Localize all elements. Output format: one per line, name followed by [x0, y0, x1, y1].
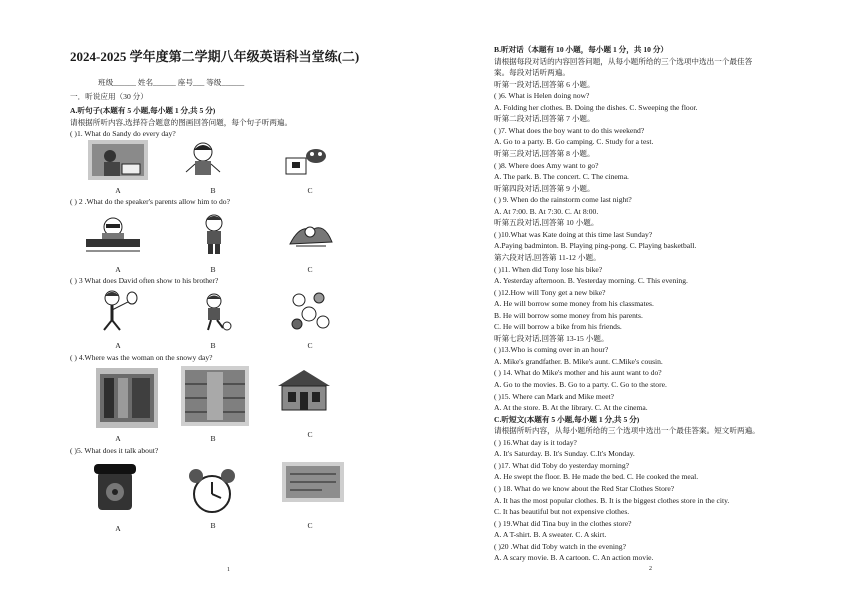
answer-options-line: A. Go to the movies. B. Go to a party. C. Go to the store. — [494, 380, 667, 389]
q1-option-a: A — [115, 186, 121, 195]
q2-option-b: B — [210, 265, 216, 274]
answer-options-line: B. He will borrow some money from his parents. — [494, 310, 643, 320]
instruction-line: 第六段对话,回答第 11-12 小题。 — [494, 252, 601, 262]
q4-option-b: B — [210, 434, 216, 443]
q5-option-c: C — [307, 521, 313, 530]
question-line: ( )6. What is Helen doing now? — [494, 91, 590, 101]
question-4: ( ) 4.Where was the woman on the snowy day? — [70, 353, 213, 362]
q3-option-a: A — [115, 341, 121, 350]
cinema-building-image — [276, 368, 332, 414]
answer-options-line: C. It has beautiful but not expensive clothes. — [494, 507, 630, 516]
question-line: ( )12.How will Tony get a new bike? — [494, 287, 606, 297]
question-line: ( )20 .What did Toby watch in the evening? — [494, 541, 626, 551]
question-line: ( ) 19.What did Tina buy in the clothes store? — [494, 518, 632, 528]
instruction-line: 听第五段对话,回答第 10 小题。 — [494, 218, 599, 228]
instruction-line: 听第四段对话,回答第 9 小题。 — [494, 183, 595, 193]
boy-computer-image — [80, 213, 146, 258]
q2-option-c: C — [307, 265, 313, 274]
girl-cartoon-image — [180, 140, 226, 180]
question-line: ( )17. What did Toby do yesterday morning? — [494, 460, 630, 470]
store-shelves-image — [181, 366, 249, 426]
part-a-heading: A.听句子(本题有 5 小题,每小题 1 分,共 5 分) — [70, 106, 216, 115]
question-line: ( ) 16.What day is it today? — [494, 437, 577, 447]
answer-options-line: C. He will borrow a bike from his friends. — [494, 322, 622, 332]
instruction-line: 请根据所听内容，从每小题所给的三个选项中选出一个最佳答案。短文听两遍。 — [494, 426, 760, 436]
answer-options-line: A. He will borrow some money from his classmates. — [494, 299, 654, 309]
instruction-line: 案。每段对话听两遍。 — [494, 68, 570, 78]
q4-option-c: C — [307, 430, 313, 439]
answer-options-line: A. Mike's grandfather. B. Mike's aunt. C.Mike's cousin. — [494, 356, 663, 366]
q3-option-b: B — [210, 341, 216, 350]
library-photo-image — [96, 368, 158, 428]
q2-option-a: A — [115, 265, 121, 274]
alarm-clock-image — [184, 466, 240, 516]
page-number: 2 — [649, 566, 652, 572]
question-1: ( )1. What do Sandy do every day? — [70, 129, 176, 138]
question-line: ( ) 14. What do Mike's mother and his aunt want to do? — [494, 368, 662, 378]
answer-options-line: A. A scary movie. B. A cartoon. C. An action movie. — [494, 553, 654, 563]
tv-cat-image — [280, 146, 330, 178]
question-3: ( ) 3 What does David often show to his brother? — [70, 276, 219, 285]
page-number: 1 — [227, 567, 230, 573]
q5-option-b: B — [210, 521, 216, 530]
girl-reading-image — [88, 140, 148, 180]
answer-options-line: A. Go to a party. B. Go camping. C. Study for a test. — [494, 137, 654, 147]
q3-option-c: C — [307, 341, 313, 350]
tickets-image — [282, 462, 344, 502]
question-line: ( )7. What does the boy want to do this weekend? — [494, 125, 645, 135]
student-info-line: 班级______ 姓名______ 座号___ 等级______ — [98, 78, 245, 87]
part-a-instruction: 请根据所听内容,选择符合题意的图画回答问题，每个句子听两遍。 — [70, 118, 293, 127]
question-line: ( ) 18. What do we know about the Red Star Clothes Store? — [494, 483, 675, 493]
q1-option-c: C — [307, 186, 313, 195]
question-line: ( )10.What was Kate doing at this time last Sunday? — [494, 229, 653, 239]
instruction-line: 听第二段对话,回答第 7 小题。 — [494, 114, 595, 124]
answer-options-line: A. Folding her clothes. B. Doing the dishes. C. Sweeping the floor. — [494, 102, 698, 112]
question-line: ( ) 9. When do the rainstorm come last night? — [494, 195, 632, 205]
q5-option-a: A — [115, 524, 121, 533]
badminton-player-image — [94, 288, 142, 334]
answer-options-line: A. It's Saturday. B. It's Sunday. C.It's Monday. — [494, 449, 635, 459]
question-line: ( )11. When did Tony lose his bike? — [494, 264, 603, 274]
answer-options-line: A.Paying badminton. B. Playing ping-pong. C. Playing basketball. — [494, 241, 697, 251]
right-page — [430, 0, 860, 609]
answer-options-line: A. It has the most popular clothes. B. It is the biggest clothes store in the city. — [494, 495, 730, 505]
clothes-pile-image — [286, 218, 336, 252]
answer-options-line: A. A T-shirt. B. A sweater. C. A skirt. — [494, 530, 607, 540]
answer-options-line: A. At the store. B. At the library. C. At the cinema. — [494, 403, 648, 413]
instruction-line: 请根据每段对话的内容回答问题，从每小题所给的三个选项中选出一个最佳答 — [494, 56, 753, 66]
section-heading: 一．听说应用（30 分） — [70, 92, 148, 101]
boy-soccer-image — [199, 292, 233, 332]
boy-waving-image — [196, 212, 232, 256]
question-line: ( )15. Where can Mark and Mike meet? — [494, 391, 615, 401]
answer-options-line: A. At 7:00. B. At 7:30. C. At 8:00. — [494, 206, 599, 216]
q1-option-b: B — [210, 186, 216, 195]
old-telephone-image — [90, 462, 140, 518]
q4-option-a: A — [115, 434, 121, 443]
instruction-line: 听第七段对话,回答第 13-15 小题。 — [494, 333, 609, 343]
question-line: ( )8. Where does Amy want to go? — [494, 160, 599, 170]
question-2: ( ) 2 .What do the speaker's parents allow him to do? — [70, 197, 230, 206]
question-5: ( )5. What does it talk about? — [70, 446, 159, 455]
instruction-line: 听第一段对话,回答第 6 小题。 — [494, 79, 595, 89]
answer-options-line: A. The park. B. The concert. C. The cinema. — [494, 172, 629, 182]
sports-balls-image — [287, 288, 333, 334]
question-line: ( )13.Who is coming over in an hour? — [494, 345, 609, 355]
answer-options-line: B.听对话（本题有 10 小题，每小题 1 分，共 10 分） — [494, 45, 669, 54]
instruction-line: 听第三段对话,回答第 8 小题。 — [494, 148, 595, 158]
answer-options-line: A. Yesterday afternoon. B. Yesterday morning. C. This evening. — [494, 276, 688, 285]
answer-options-line: A. He swept the floor. B. He made the bed. C. He cooked the meal. — [494, 472, 699, 482]
page-title: 2024-2025 学年度第二学期八年级英语科当堂练(二) — [70, 49, 360, 64]
answer-options-line: C.听短文(本题有 5 小题,每小题 1 分,共 5 分) — [494, 414, 640, 424]
